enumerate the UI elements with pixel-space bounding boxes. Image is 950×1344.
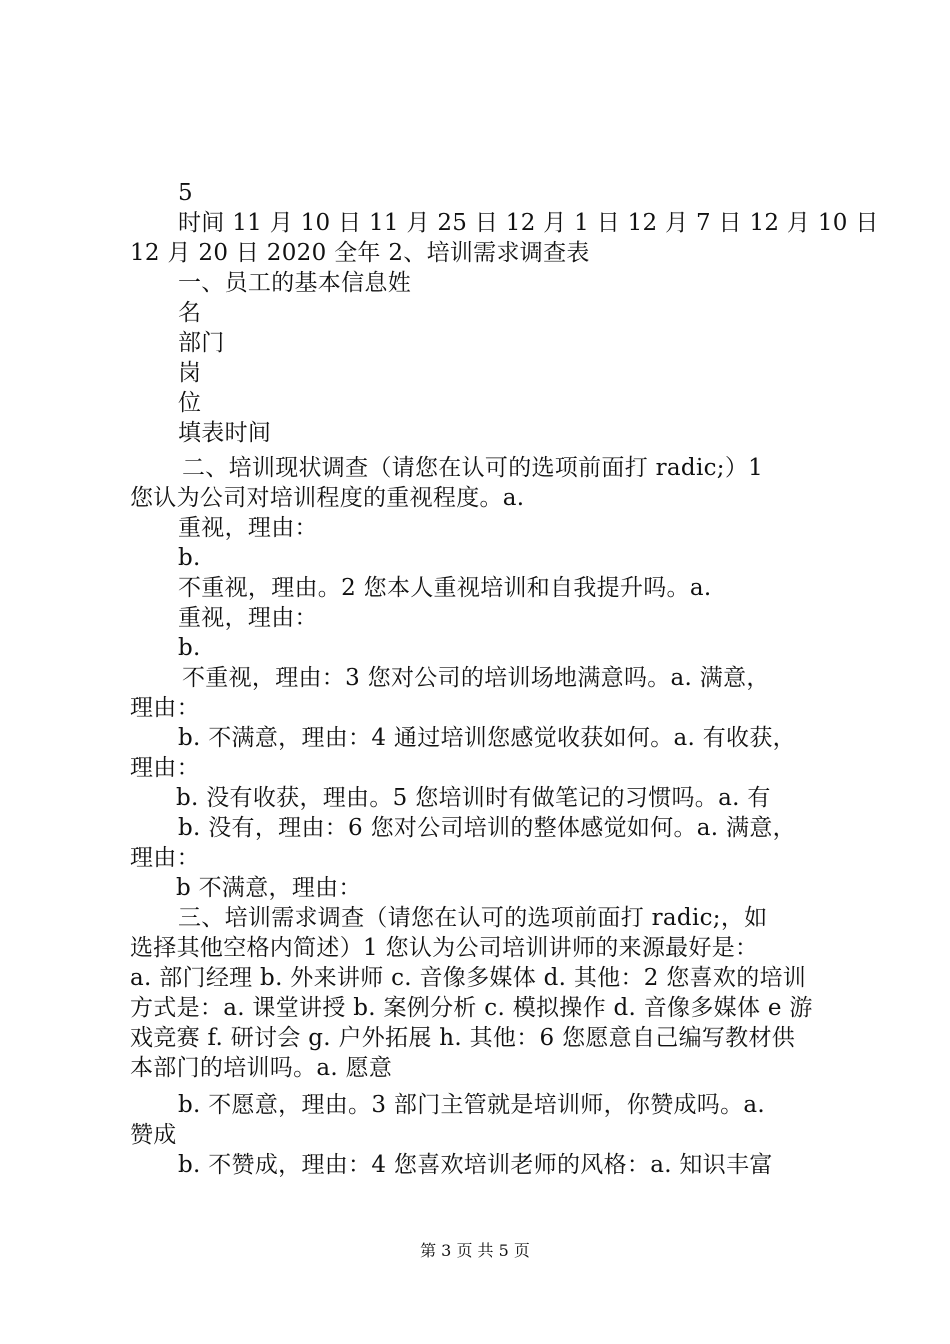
text-line: 理由： — [130, 755, 200, 781]
text-line: 理由： — [130, 695, 200, 721]
text-line: 名 — [178, 300, 202, 326]
text-line: 方式是：a. 课堂讲授 b. 案例分析 c. 模拟操作 d. 音像多媒体 e 游 — [130, 995, 813, 1021]
text-line: 二、培训现状调查（请您在认可的选项前面打 radic;）1 — [182, 455, 764, 481]
text-line: 重视，理由： — [178, 605, 318, 631]
text-line: 选择其他空格内简述）1 您认为公司培训讲师的来源最好是： — [130, 935, 759, 961]
text-line: 12 月 20 日 2020 全年 2、培训需求调查表 — [130, 240, 590, 266]
text-line: 时间 11 月 10 日 11 月 25 日 12 月 1 日 12 月 7 日 12 月 10 日 — [178, 210, 879, 236]
text-line: 不重视，理由：3 您对公司的培训场地满意吗。a. 满意， — [182, 665, 770, 691]
text-line: b. 不满意，理由：4 通过培训您感觉收获如何。a. 有收获， — [178, 725, 796, 751]
text-line: b. 不赞成，理由：4 您喜欢培训老师的风格：a. 知识丰富 — [178, 1152, 773, 1178]
text-line: 赞成 — [130, 1122, 177, 1148]
text-line: 位 — [178, 390, 202, 416]
text-line: 5 — [178, 180, 193, 206]
text-line: 一、员工的基本信息姓 — [178, 270, 411, 296]
text-line: 部门 — [178, 330, 225, 356]
text-line: 不重视，理由。2 您本人重视培训和自我提升吗。a. — [178, 575, 712, 601]
text-line: b 不满意，理由： — [176, 875, 362, 901]
text-line: b. 没有，理由：6 您对公司培训的整体感觉如何。a. 满意， — [178, 815, 796, 841]
text-line: 理由： — [130, 845, 200, 871]
text-line: 本部门的培训吗。a. 愿意 — [130, 1055, 393, 1081]
text-line: b. 不愿意，理由。3 部门主管就是培训师，你赞成吗。a. — [178, 1092, 766, 1118]
text-line: b. — [178, 635, 201, 661]
text-line: 重视，理由： — [178, 515, 318, 541]
text-line: b. — [178, 545, 201, 571]
text-line: 戏竞赛 f. 研讨会 g. 户外拓展 h. 其他：6 您愿意自己编写教材供 — [130, 1025, 796, 1051]
text-line: b. 没有收获，理由。5 您培训时有做笔记的习惯吗。a. 有 — [176, 785, 771, 811]
text-line: 岗 — [178, 360, 202, 386]
page-footer: 第 3 页 共 5 页 — [420, 1241, 530, 1260]
text-line: 您认为公司对培训程度的重视程度。a. — [130, 485, 525, 511]
text-line: 填表时间 — [178, 420, 272, 446]
text-line: a. 部门经理 b. 外来讲师 c. 音像多媒体 d. 其他：2 您喜欢的培训 — [130, 965, 807, 991]
text-line: 三、培训需求调查（请您在认可的选项前面打 radic;，如 — [178, 905, 768, 931]
